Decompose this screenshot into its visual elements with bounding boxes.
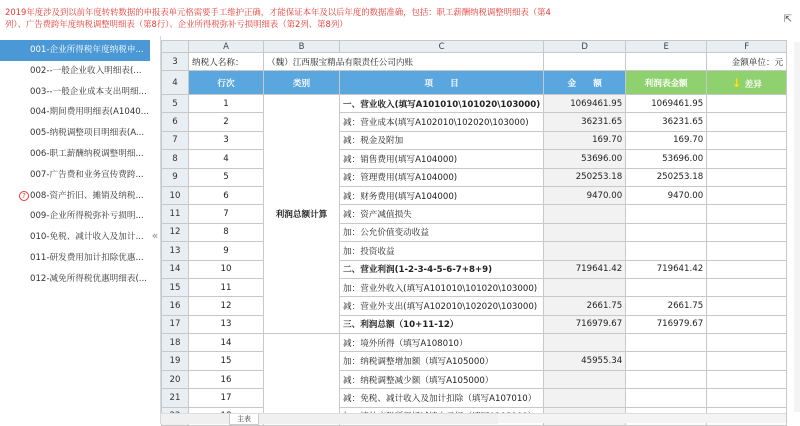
amount-unit: 金额单位：元: [707, 53, 787, 71]
profit-amount-cell[interactable]: 1069461.95: [626, 95, 707, 113]
category-cell: [264, 334, 340, 426]
spreadsheet: [161, 40, 787, 426]
amount-cell[interactable]: 45955.34: [544, 352, 626, 370]
row-number[interactable]: 18: [162, 334, 189, 352]
table-header-row: [162, 71, 787, 95]
seq-cell: 7: [189, 205, 264, 223]
amount-cell[interactable]: 53696.00: [544, 150, 626, 168]
column-header-row: [162, 41, 787, 53]
profit-amount-cell[interactable]: [626, 334, 707, 352]
amount-cell[interactable]: [544, 223, 626, 241]
profit-amount-cell[interactable]: 169.70: [626, 131, 707, 149]
item-cell: 减：财务费用(填写A104000): [340, 186, 544, 204]
category-cell: 利润总额计算: [264, 95, 340, 334]
row-number[interactable]: 8: [162, 150, 189, 168]
table-row: [162, 352, 787, 370]
collapse-sidebar-icon[interactable]: «: [151, 229, 159, 242]
amount-cell[interactable]: 169.70: [544, 131, 626, 149]
profit-amount-cell[interactable]: [626, 278, 707, 296]
row-number[interactable]: 4: [162, 71, 189, 95]
notice-line-1: 2019年度涉及到以前年度转转数据的申报表单元格需要手工维护正确，才能保证本年及以后年度的数据准确，包括：职工薪酬纳税调整明细表（第4: [5, 7, 551, 17]
cell[interactable]: [626, 53, 707, 71]
column-header[interactable]: A: [189, 41, 264, 53]
vertical-scrollbar[interactable]: [794, 42, 800, 412]
amount-cell[interactable]: 2661.75: [544, 297, 626, 315]
row-number[interactable]: 13: [162, 242, 189, 260]
item-cell: 加：营业外收入(填写A101010\101020\103000): [340, 278, 544, 296]
profit-amount-cell[interactable]: 719641.42: [626, 260, 707, 278]
profit-amount-cell[interactable]: [626, 242, 707, 260]
taxpayer-name: （魏）江西服宝精品有限责任公司内账: [264, 53, 544, 71]
taxpayer-label: 纳税人名称：: [189, 53, 264, 71]
item-cell: 减：营业外支出(填写A102010\102020\103000): [340, 297, 544, 315]
warning-icon: ?: [19, 191, 29, 201]
sidebar-item[interactable]: 002--一般企业收入明细表(...: [30, 65, 142, 76]
amount-cell[interactable]: [544, 278, 626, 296]
arrow-down-icon: ↓: [731, 75, 742, 90]
seq-cell: 16: [189, 370, 264, 388]
table-row: [162, 95, 787, 113]
sheet-tab-bar: [161, 413, 498, 424]
diff-cell[interactable]: [707, 205, 787, 223]
profit-amount-cell[interactable]: 53696.00: [626, 150, 707, 168]
amount-cell[interactable]: [544, 242, 626, 260]
sidebar-item[interactable]: 009-企业所得税弥补亏损明...: [30, 211, 144, 222]
profit-amount-cell[interactable]: [626, 370, 707, 388]
table-row: [162, 278, 787, 296]
profit-amount-cell[interactable]: 716979.67: [626, 315, 707, 333]
row-number[interactable]: 19: [162, 352, 189, 370]
table-row: [162, 223, 787, 241]
amount-cell[interactable]: [544, 370, 626, 388]
table-row: [162, 150, 787, 168]
taxpayer-row: [162, 53, 787, 71]
profit-amount-cell[interactable]: 2661.75: [626, 297, 707, 315]
row-number[interactable]: 20: [162, 370, 189, 388]
amount-cell[interactable]: 9470.00: [544, 186, 626, 204]
seq-cell: 17: [189, 389, 264, 407]
amount-cell[interactable]: [544, 205, 626, 223]
row-number[interactable]: 17: [162, 315, 189, 333]
item-cell: 减：境外所得（填写A108010）: [340, 334, 544, 352]
seq-cell: 9: [189, 242, 264, 260]
sidebar: [0, 40, 150, 300]
row-number[interactable]: 21: [162, 389, 189, 407]
row-number[interactable]: 10: [162, 186, 189, 204]
profit-amount-cell[interactable]: 9470.00: [626, 186, 707, 204]
notice-line-2: 列）、广告费跨年度纳税调整明细表（第8行）、企业所得税弥补亏损明细表（第2列、第8列）: [5, 19, 348, 29]
item-cell: 三、利润总额（10+11-12）: [340, 315, 544, 333]
item-cell: 减：管理费用(填写A104000): [340, 168, 544, 186]
diff-cell[interactable]: [707, 242, 787, 260]
profit-amount-cell[interactable]: 250253.18: [626, 168, 707, 186]
diff-cell[interactable]: [707, 223, 787, 241]
header-amount: 金 额: [544, 71, 626, 95]
amount-cell[interactable]: 36231.65: [544, 113, 626, 131]
diff-cell[interactable]: [707, 113, 787, 131]
column-header[interactable]: E: [626, 41, 707, 53]
row-number[interactable]: 5: [162, 95, 189, 113]
table-row: [162, 168, 787, 186]
amount-cell[interactable]: 1069461.95: [544, 95, 626, 113]
table-row: [162, 389, 787, 407]
header-diff: [707, 71, 787, 95]
seq-cell: 6: [189, 186, 264, 204]
seq-cell: 2: [189, 113, 264, 131]
diff-cell[interactable]: [707, 186, 787, 204]
seq-cell: 11: [189, 278, 264, 296]
seq-cell: 15: [189, 352, 264, 370]
item-cell: 减：税金及附加: [340, 131, 544, 149]
profit-amount-cell[interactable]: [626, 205, 707, 223]
seq-cell: 12: [189, 297, 264, 315]
horizontal-scrollbar[interactable]: [498, 413, 786, 423]
diff-cell[interactable]: [707, 352, 787, 370]
sidebar-item[interactable]: 010-免税、减计收入及加计...: [30, 232, 144, 243]
tax-return-table: [161, 40, 787, 426]
amount-cell[interactable]: 716979.67: [544, 315, 626, 333]
cell[interactable]: [544, 53, 626, 71]
export-icon[interactable]: ⇱: [783, 14, 793, 25]
diff-cell[interactable]: [707, 370, 787, 388]
header-category: 类别: [264, 71, 340, 95]
table-row: [162, 370, 787, 388]
sidebar-item[interactable]: 005-纳税调整项目明细表(A...: [30, 128, 145, 139]
amount-cell[interactable]: [544, 389, 626, 407]
seq-cell: 10: [189, 260, 264, 278]
row-number[interactable]: 7: [162, 131, 189, 149]
column-header[interactable]: B: [264, 41, 340, 53]
row-number[interactable]: 16: [162, 297, 189, 315]
seq-cell: 1: [189, 95, 264, 113]
profit-amount-cell[interactable]: [626, 352, 707, 370]
notice-banner: [0, 0, 760, 32]
row-number[interactable]: 6: [162, 113, 189, 131]
sidebar-item[interactable]: 003--一般企业成本支出明细...: [30, 86, 147, 97]
table-row: [162, 113, 787, 131]
item-cell: 减：营业成本(填写A102010\102020\103000): [340, 113, 544, 131]
column-header[interactable]: C: [340, 41, 544, 53]
sheet-tab-main[interactable]: 主表: [229, 414, 259, 425]
seq-cell: 13: [189, 315, 264, 333]
table-row: [162, 297, 787, 315]
table-row: [162, 315, 787, 333]
corner-cell[interactable]: [162, 41, 189, 53]
amount-cell[interactable]: [544, 334, 626, 352]
item-cell: 加：纳税调整增加额（填写A105000）: [340, 352, 544, 370]
sidebar-item[interactable]: 001-企业所得税年度纳税申...: [0, 40, 150, 61]
seq-cell: 8: [189, 223, 264, 241]
column-header[interactable]: F: [707, 41, 787, 53]
amount-cell[interactable]: 719641.42: [544, 260, 626, 278]
table-row: [162, 131, 787, 149]
item-cell: 二、营业利润(1-2-3-4-5-6-7+8+9): [340, 260, 544, 278]
table-row: [162, 186, 787, 204]
diff-cell[interactable]: [707, 260, 787, 278]
sidebar-item[interactable]: 006-职工薪酬纳税调整明细...: [30, 148, 144, 159]
table-row: [162, 205, 787, 223]
sidebar-item[interactable]: 004-期间费用明细表(A1040...: [30, 107, 149, 118]
item-cell: 加：公允价值变动收益: [340, 223, 544, 241]
row-number[interactable]: 14: [162, 260, 189, 278]
seq-cell: 4: [189, 150, 264, 168]
column-header[interactable]: D: [544, 41, 626, 53]
amount-cell[interactable]: 250253.18: [544, 168, 626, 186]
sidebar-item[interactable]: 012-减免所得税优惠明细表(...: [30, 273, 147, 284]
diff-cell[interactable]: [707, 297, 787, 315]
item-cell: 减：纳税调整减少额（填写A105000）: [340, 370, 544, 388]
profit-amount-cell[interactable]: 36231.65: [626, 113, 707, 131]
table-row: [162, 334, 787, 352]
row-number[interactable]: 12: [162, 223, 189, 241]
seq-cell: 14: [189, 334, 264, 352]
table-row: [162, 260, 787, 278]
item-cell: 减：销售费用(填写A104000): [340, 150, 544, 168]
diff-cell[interactable]: [707, 150, 787, 168]
profit-amount-cell[interactable]: [626, 389, 707, 407]
diff-cell[interactable]: [707, 95, 787, 113]
diff-cell[interactable]: [707, 389, 787, 407]
row-number[interactable]: 15: [162, 278, 189, 296]
sidebar-item[interactable]: 008-资产折旧、摊销及纳税... ?: [0, 186, 150, 207]
item-cell: 加：投资收益: [340, 242, 544, 260]
sidebar-item[interactable]: 011-研发费用加计扣除优惠...: [30, 252, 144, 263]
header-seq: 行次: [189, 71, 264, 95]
diff-cell[interactable]: [707, 131, 787, 149]
row-number[interactable]: 3: [162, 53, 189, 71]
header-diff-label: 差异: [744, 79, 762, 90]
diff-cell[interactable]: [707, 278, 787, 296]
header-item: 项 目: [340, 71, 544, 95]
diff-cell[interactable]: [707, 315, 787, 333]
header-profit-amount: 利润表金额: [626, 71, 707, 95]
diff-cell[interactable]: [707, 168, 787, 186]
seq-cell: 5: [189, 168, 264, 186]
row-number[interactable]: 9: [162, 168, 189, 186]
item-cell: 一、营业收入(填写A101010\101020\103000): [340, 95, 544, 113]
row-number[interactable]: 11: [162, 205, 189, 223]
item-cell: 减：资产减值损失: [340, 205, 544, 223]
profit-amount-cell[interactable]: [626, 223, 707, 241]
sidebar-item[interactable]: 007-广告费和业务宣传费跨...: [30, 169, 144, 180]
seq-cell: 3: [189, 131, 264, 149]
item-cell: 减：免税、减计收入及加计扣除（填写A107010）: [340, 389, 544, 407]
table-row: [162, 242, 787, 260]
diff-cell[interactable]: [707, 334, 787, 352]
